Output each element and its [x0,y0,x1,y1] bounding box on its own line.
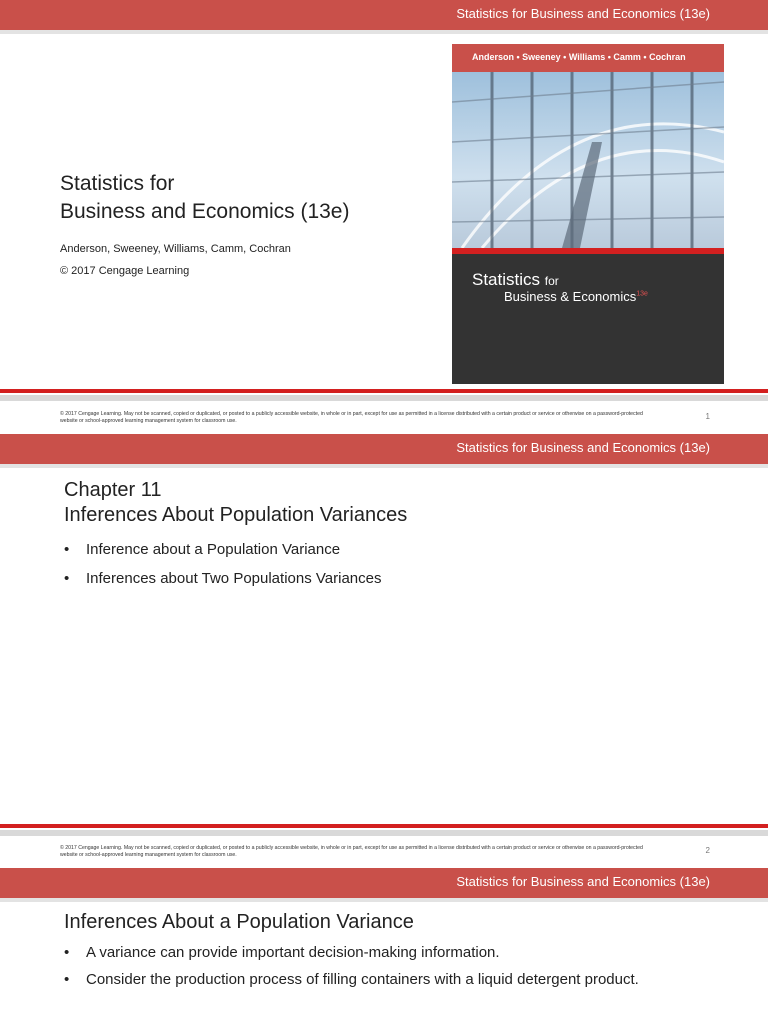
slide-header-bar [0,434,768,468]
list-item: • Consider the production process of filling containers with a liquid detergent product. [64,969,704,990]
list-item: • A variance can provide important decision-making information. [64,942,704,963]
slide-title: Inferences About a Population Variance [64,911,414,933]
slide-header-text: Statistics for Business and Economics (13e) [456,6,710,21]
slide-1 [0,0,768,434]
footer-red-rule [0,389,768,393]
cover-copyright: © 2017 Cengage Learning [60,265,190,277]
footer-copyright: © 2017 Cengage Learning. May not be scanned, copied or duplicated, or posted to a publicly accessible website, in whole or in part, except for use as permitted in a license distributed with a certain product or service or otherwise on a password-protected website or school-approved learning management system for classroom use. [60,845,643,858]
page-number: 2 [705,846,710,855]
book-title-line1 [472,270,559,290]
book-cover-photo [452,72,724,248]
slide-bullets [64,942,704,990]
slide-header-text: Statistics for Business and Economics (13e) [456,874,710,889]
slide-header-bar [0,0,768,34]
footer-copyright: © 2017 Cengage Learning. May not be scanned, copied or duplicated, or posted to a publicly accessible website, in whole or in part, except for use as permitted in a license distributed with a certain product or service or otherwise on a password-protected website or school-approved learning management system for classroom use. [60,411,643,424]
book-authors: Anderson • Sweeney • Williams • Camm • Cochran [472,52,686,62]
cover-title-line1: Statistics for [60,172,175,195]
architecture-illustration [452,72,724,248]
slide-2 [0,434,768,868]
book-title-line2 [504,289,648,304]
slide-3 [0,868,768,1024]
book-author-band [452,44,724,72]
book-cover-image [452,44,724,384]
cover-authors: Anderson, Sweeney, Williams, Camm, Cochran [60,243,291,255]
chapter-name: Inferences About Population Variances [64,504,408,526]
footer-grey-rule [0,395,768,401]
list-item: • Inference about a Population Variance [64,535,381,564]
chapter-title [64,478,407,528]
book-title-for: for [544,274,559,288]
page-number: 1 [705,412,710,421]
list-item: • Inferences about Two Populations Variances [64,564,381,593]
slide-header-bar [0,868,768,902]
cover-title-line2: Business and Economics (13e) [60,200,350,223]
footer-red-rule [0,824,768,828]
footer-grey-rule [0,830,768,836]
book-title-word: Statistics [472,270,541,289]
book-title-subject: Business & Economics [504,289,637,304]
cover-title [60,170,349,226]
chapter-topics-list [64,535,381,593]
book-red-stripe [452,248,724,254]
chapter-number: Chapter 11 [64,479,162,501]
book-edition: 13e [636,290,648,298]
slide-header-text: Statistics for Business and Economics (13e) [456,440,710,455]
